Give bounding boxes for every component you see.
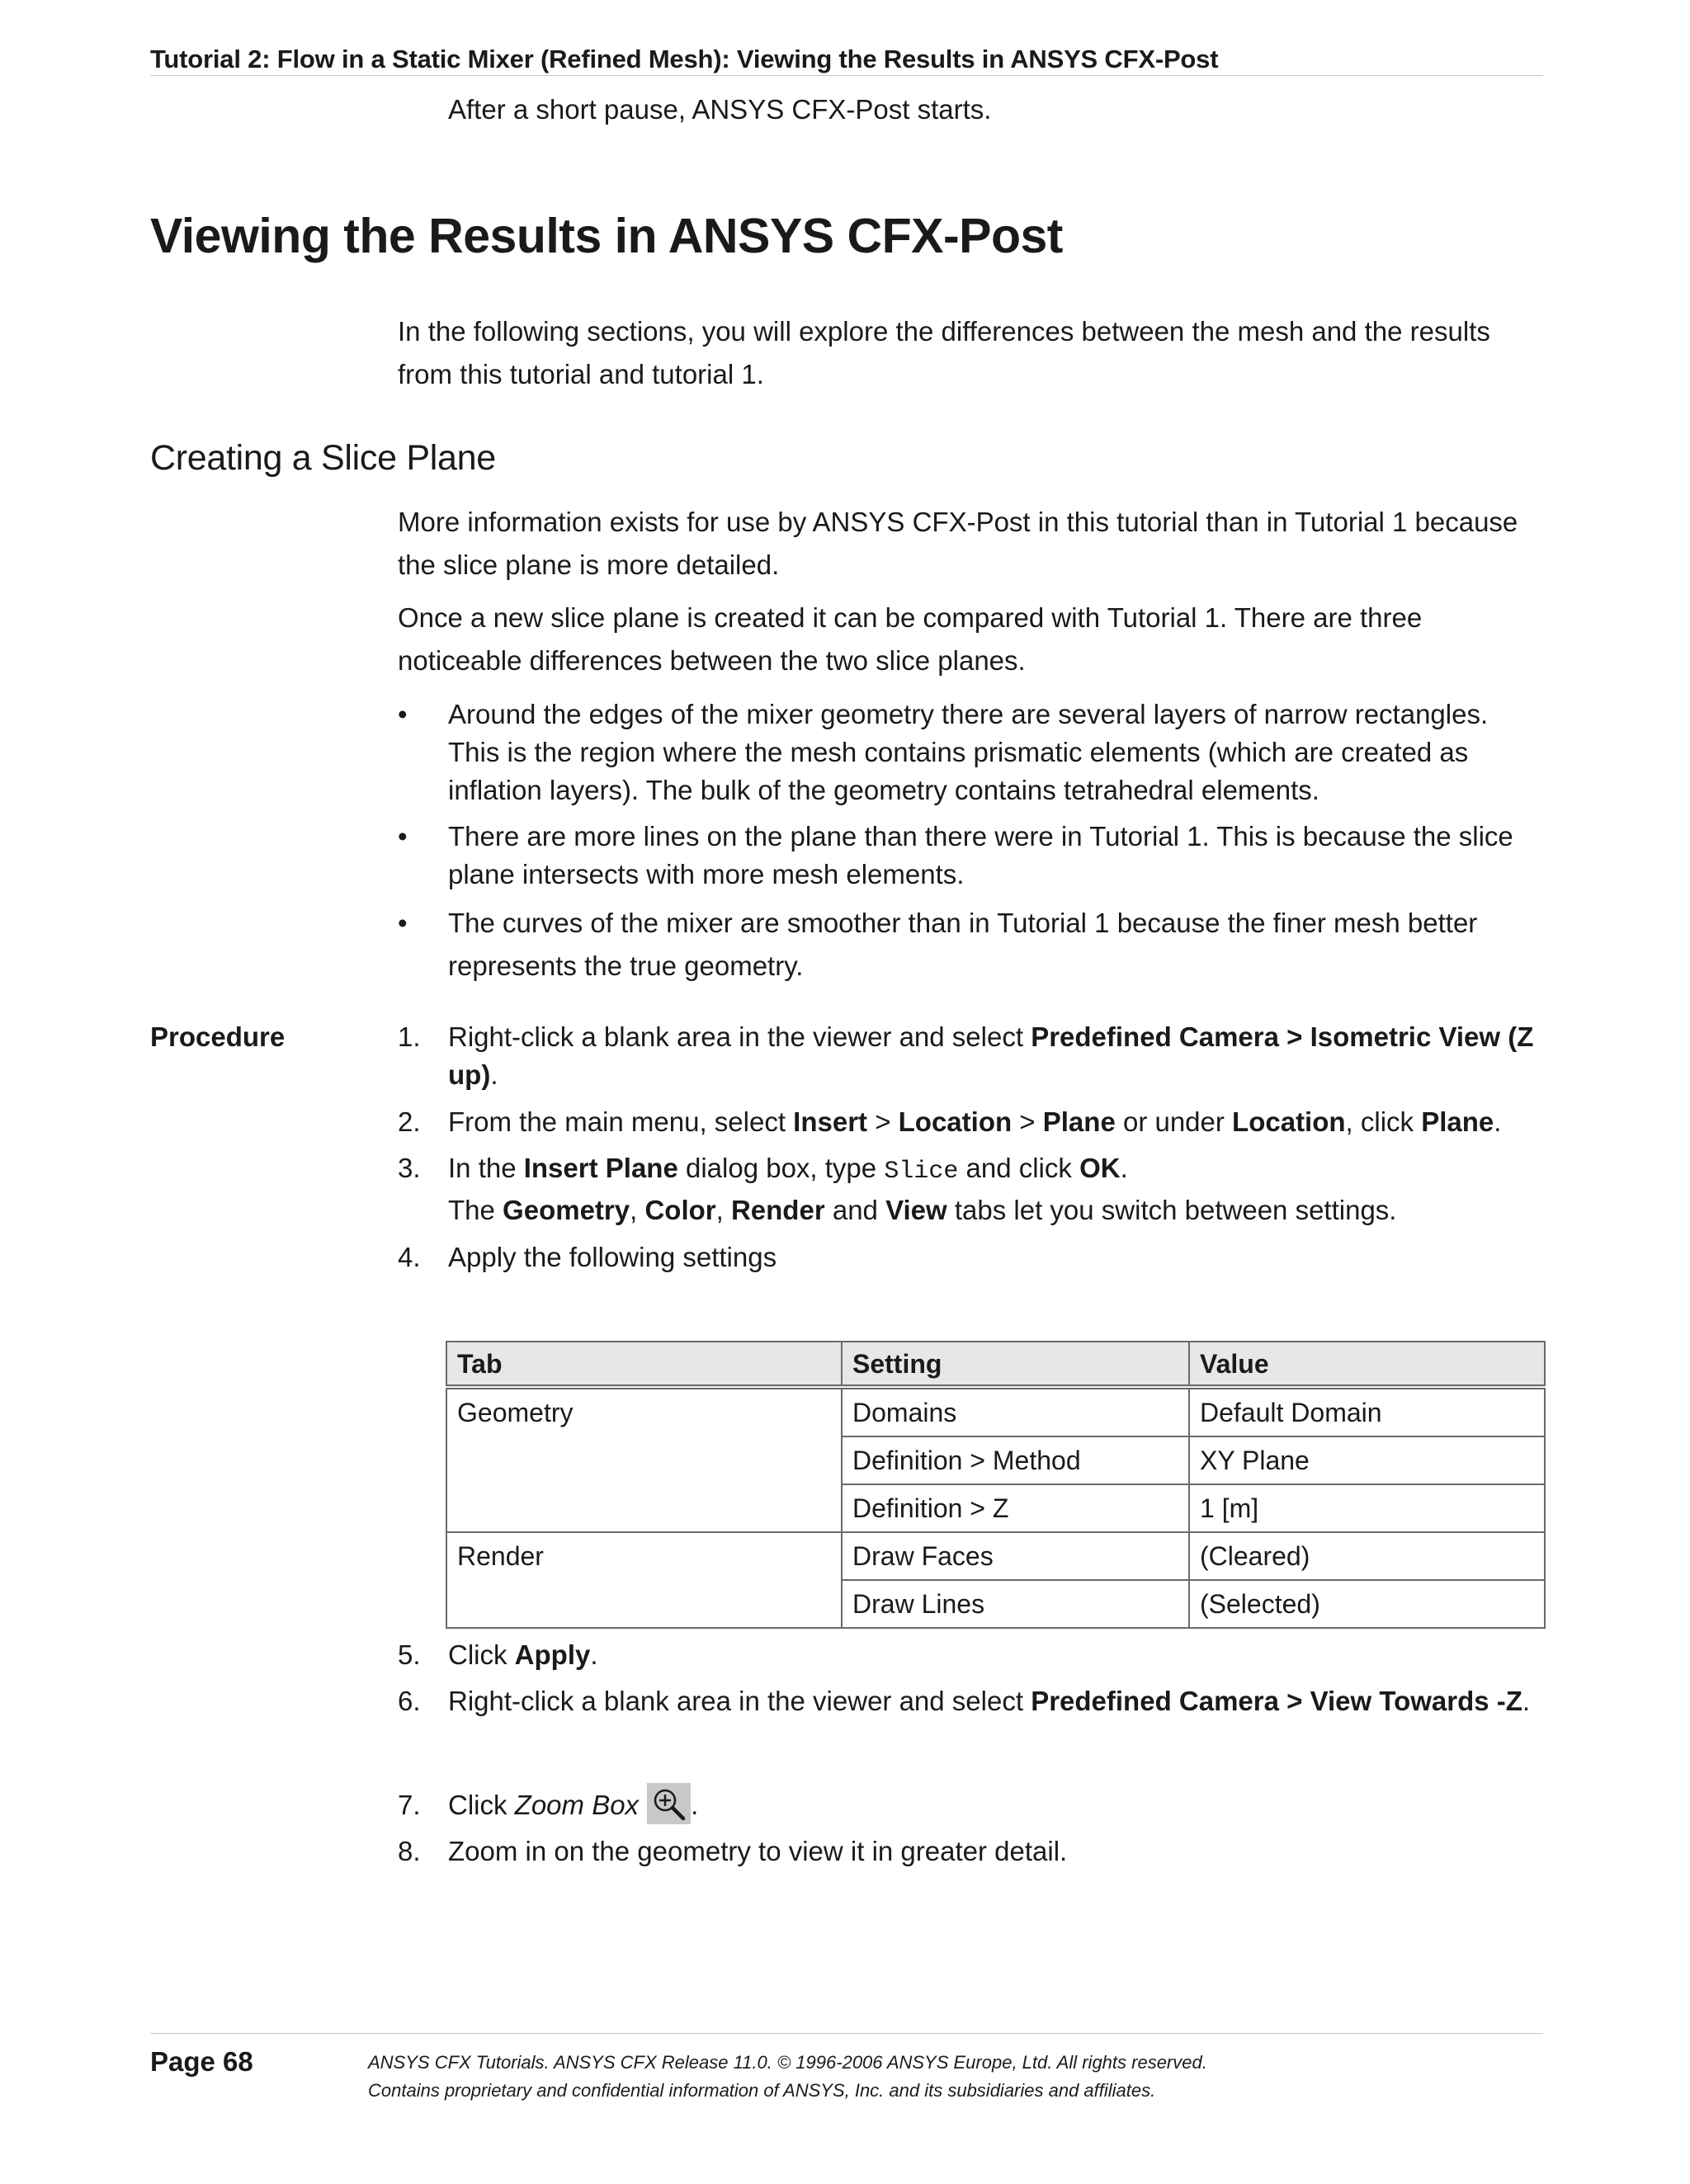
step-number: 6. [398,1686,421,1716]
intro-paragraph: In the following sections, you will explore the differences between the mesh and the results from this tutorial and tutorial 1. [398,316,1490,389]
bullet-marker: • [398,821,408,851]
step-3-note [398,1191,1546,1229]
step-text: , [630,1195,645,1225]
menu-insert: Insert [793,1106,868,1137]
step-2 [398,1103,1546,1141]
step-text: and [824,1195,886,1225]
page-number: Page 68 [150,2046,253,2077]
column-header-value: Value [1189,1342,1545,1387]
step-number: 1. [398,1021,421,1052]
menu-path: Predefined Camera > View Towards -Z [1031,1686,1522,1716]
step-8 [398,1833,1546,1870]
table-row [446,1387,1545,1436]
step-text: . [1522,1686,1531,1716]
menu-location: Location [898,1106,1013,1137]
table-cell-tab: Render [446,1532,842,1628]
step-text: Click [448,1639,515,1670]
step-text: In the [448,1153,524,1183]
list-item [398,696,1545,809]
procedure-label: Procedure [150,1021,286,1052]
step-text: Click [448,1790,515,1820]
step-4 [398,1238,1546,1276]
header-divider [150,75,1543,76]
ok-label: OK [1079,1153,1121,1183]
step-number: 8. [398,1836,421,1866]
zoom-box-label: Zoom Box [514,1790,640,1820]
step-text: Apply the following settings [448,1242,777,1272]
step-text: > [867,1106,899,1137]
step-text: Right-click a blank area in the viewer and select [448,1021,1031,1052]
table-cell-setting: Definition > Z [842,1484,1189,1532]
table-cell-value: (Selected) [1189,1580,1545,1628]
step-1 [398,1018,1546,1094]
step-3 [398,1149,1546,1191]
table-row [446,1532,1545,1580]
step-text: , click [1345,1106,1422,1137]
bullet-marker: • [398,908,408,938]
plane-label: Plane [1421,1106,1494,1137]
table-header-row [446,1342,1545,1387]
step-text: From the main menu, select [448,1106,794,1137]
step-text: . [1120,1153,1128,1183]
menu-plane: Plane [1042,1106,1116,1137]
step-text: The [448,1195,503,1225]
section-paragraph-1: More information exists for use by ANSYS CFX-Post in this tutorial than in Tutorial 1 because the slice plane is more detailed. [398,507,1518,580]
step-text: or under [1115,1106,1233,1137]
typed-value: Slice [884,1158,959,1186]
step-text: tabs let you switch between settings. [946,1195,1397,1225]
tab-render-label: Render [730,1195,825,1225]
step-text: > [1012,1106,1043,1137]
zoom-box-icon [651,1786,687,1821]
step-text: , [715,1195,731,1225]
table-cell-setting: Domains [842,1387,1189,1436]
bullet-marker: • [398,699,408,729]
apply-label: Apply [514,1639,591,1670]
intro-text: After a short pause, ANSYS CFX-Post starts. [448,94,992,125]
list-item [398,818,1545,894]
section-paragraph-2: Once a new slice plane is created it can be compared with Tutorial 1. There are three noticeable differences between the two slice planes. [398,602,1423,676]
menu-path: Predefined Camera > Isometric View (Z up) [448,1021,1534,1090]
step-number: 3. [398,1153,421,1183]
tab-geometry-label: Geometry [503,1195,630,1225]
table-cell-value: Default Domain [1189,1387,1545,1436]
table-cell-value: (Cleared) [1189,1532,1545,1580]
step-text: Zoom in on the geometry to view it in greater detail. [448,1836,1068,1866]
step-text: . [691,1790,699,1820]
footer-copyright: ANSYS CFX Tutorials. ANSYS CFX Release 11.0. © 1996-2006 ANSYS Europe, Ltd. All rights reserved. [368,2052,1207,2073]
footer-divider [150,2033,1543,2034]
step-text: dialog box, type [677,1153,885,1183]
table-cell-value: XY Plane [1189,1436,1545,1484]
tab-view-label: View [885,1195,947,1225]
settings-table [446,1341,1546,1629]
step-5 [398,1636,1546,1674]
tab-color-label: Color [644,1195,716,1225]
step-number: 7. [398,1790,421,1820]
running-header-title: Tutorial 2: Flow in a Static Mixer (Refined Mesh): Viewing the Results in ANSYS CFX-Post [150,45,1219,73]
step-text: and click [958,1153,1080,1183]
table-cell-setting: Draw Lines [842,1580,1189,1628]
footer-confidential: Contains proprietary and confidential information of ANSYS, Inc. and its subsidiaries and affiliates. [368,2080,1156,2101]
table-cell-tab: Geometry [446,1387,842,1532]
step-number: 2. [398,1106,421,1137]
list-item-text: Around the edges of the mixer geometry there are several layers of narrow rectangles. This is the region where the mesh contains prismatic elements (which are created as inflation layers). The bulk of the geometry contains tetrahedral elements. [448,699,1489,805]
step-text: Right-click a blank area in the viewer and select [448,1686,1031,1716]
list-item [398,902,1545,988]
step-number: 4. [398,1242,421,1272]
column-header-tab: Tab [446,1342,842,1387]
table-cell-value: 1 [m] [1189,1484,1545,1532]
step-text: . [1494,1106,1502,1137]
list-item-text: There are more lines on the plane than there were in Tutorial 1. This is because the slice plane intersects with more mesh elements. [448,821,1513,889]
page-title: Viewing the Results in ANSYS CFX-Post [150,209,1063,263]
column-header-setting: Setting [842,1342,1189,1387]
step-text: . [590,1639,598,1670]
location-label: Location [1232,1106,1346,1137]
step-6 [398,1682,1546,1720]
table-cell-setting: Draw Faces [842,1532,1189,1580]
table-cell-setting: Definition > Method [842,1436,1189,1484]
dialog-name: Insert Plane [523,1153,678,1183]
step-number: 5. [398,1639,421,1670]
section-heading: Creating a Slice Plane [150,438,496,478]
step-text: . [490,1059,498,1090]
step-7 [398,1786,1546,1824]
zoom-box-button[interactable] [647,1783,691,1824]
list-item-text: The curves of the mixer are smoother than in Tutorial 1 because the finer mesh better represents the true geometry. [448,908,1478,981]
